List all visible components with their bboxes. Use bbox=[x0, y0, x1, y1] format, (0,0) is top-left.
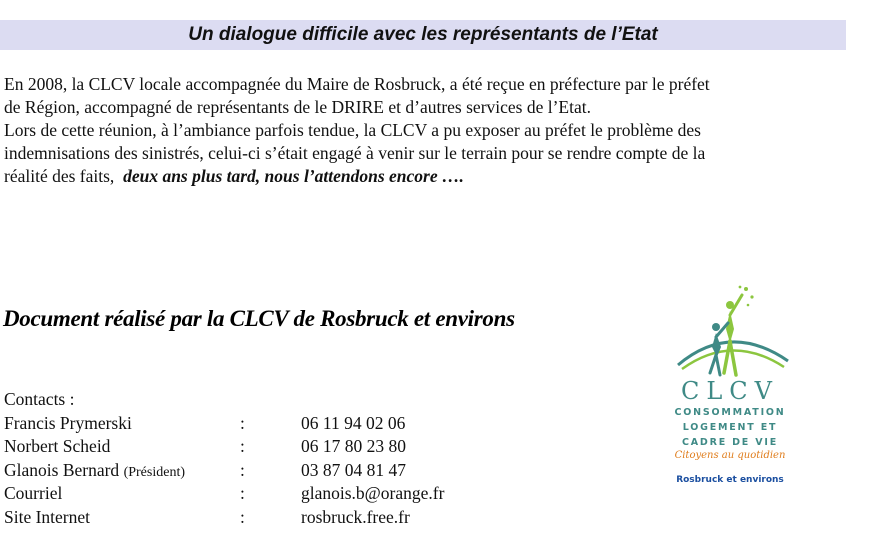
contacts-heading: Contacts : bbox=[4, 389, 75, 409]
logo-slogan: Citoyens au quotidien bbox=[674, 450, 786, 461]
contact-row bbox=[4, 506, 410, 530]
contact-separator: : bbox=[240, 459, 245, 480]
clcv-figures-icon bbox=[660, 283, 800, 383]
contacts-block bbox=[4, 388, 445, 529]
contact-separator: : bbox=[240, 436, 245, 456]
logo-place: Rosbruck et environs bbox=[676, 475, 784, 485]
contact-role: (Président) bbox=[123, 464, 185, 480]
contact-website: rosbruck.free.fr bbox=[301, 506, 410, 527]
contact-row bbox=[4, 412, 406, 436]
paragraph-line-1: En 2008, la CLCV locale accompagnée du Maire de Rosbruck, a été reçue en préfecture par le préfet bbox=[4, 74, 710, 94]
contact-separator: : bbox=[240, 506, 245, 527]
contact-name bbox=[4, 412, 132, 436]
contact-row bbox=[4, 482, 445, 506]
contact-row bbox=[4, 435, 406, 459]
contact-name bbox=[4, 506, 90, 530]
contact-name-text: Courriel bbox=[4, 483, 63, 503]
paragraph-line-5 bbox=[4, 165, 864, 188]
clcv-logo bbox=[650, 283, 810, 493]
contact-email: glanois.b@orange.fr bbox=[301, 483, 445, 503]
paragraph-emphasis: deux ans plus tard, nous l’attendons encore …. bbox=[123, 166, 464, 186]
contact-phone: 06 17 80 23 80 bbox=[301, 436, 406, 456]
contact-phone: 03 87 04 81 47 bbox=[301, 459, 406, 480]
contact-separator: : bbox=[240, 412, 245, 433]
document-credit: Document réalisé par la CLCV de Rosbruck et environs bbox=[3, 306, 515, 331]
contact-name-text: Norbert Scheid bbox=[4, 436, 111, 456]
contact-phone: 06 11 94 02 06 bbox=[301, 412, 406, 433]
paragraph-line-4: indemnisations des sinistrés, celui-ci s’était engagé à venir sur le terrain pour se rendre compte de la bbox=[4, 143, 706, 163]
contact-name bbox=[4, 459, 185, 485]
contact-name-text: Glanois Bernard bbox=[4, 459, 124, 480]
logo-line-1: CONSOMMATION bbox=[674, 407, 786, 418]
contact-row bbox=[4, 459, 406, 483]
section-title: Un dialogue difficile avec les représentants de l’Etat bbox=[188, 24, 658, 45]
paragraph-line-5-text: réalité des faits, bbox=[4, 166, 124, 186]
contact-name bbox=[4, 435, 110, 459]
body-paragraph bbox=[4, 73, 864, 188]
contact-separator: : bbox=[240, 483, 245, 503]
contact-name-text: Francis Prymerski bbox=[4, 412, 132, 433]
logo-line-2: LOGEMENT ET bbox=[682, 422, 778, 433]
logo-line-3: CADRE DE VIE bbox=[682, 437, 778, 448]
paragraph-line-2: de Région, accompagné de représentants de le DRIRE et d’autres services de l’Etat. bbox=[4, 97, 591, 117]
contact-name bbox=[4, 482, 62, 506]
paragraph-line-3: Lors de cette réunion, à l’ambiance parfois tendue, la CLCV a pu exposer au préfet le problème des bbox=[4, 120, 701, 140]
logo-name: CLCV bbox=[681, 377, 779, 405]
contact-name-text: Site Internet bbox=[4, 506, 91, 527]
